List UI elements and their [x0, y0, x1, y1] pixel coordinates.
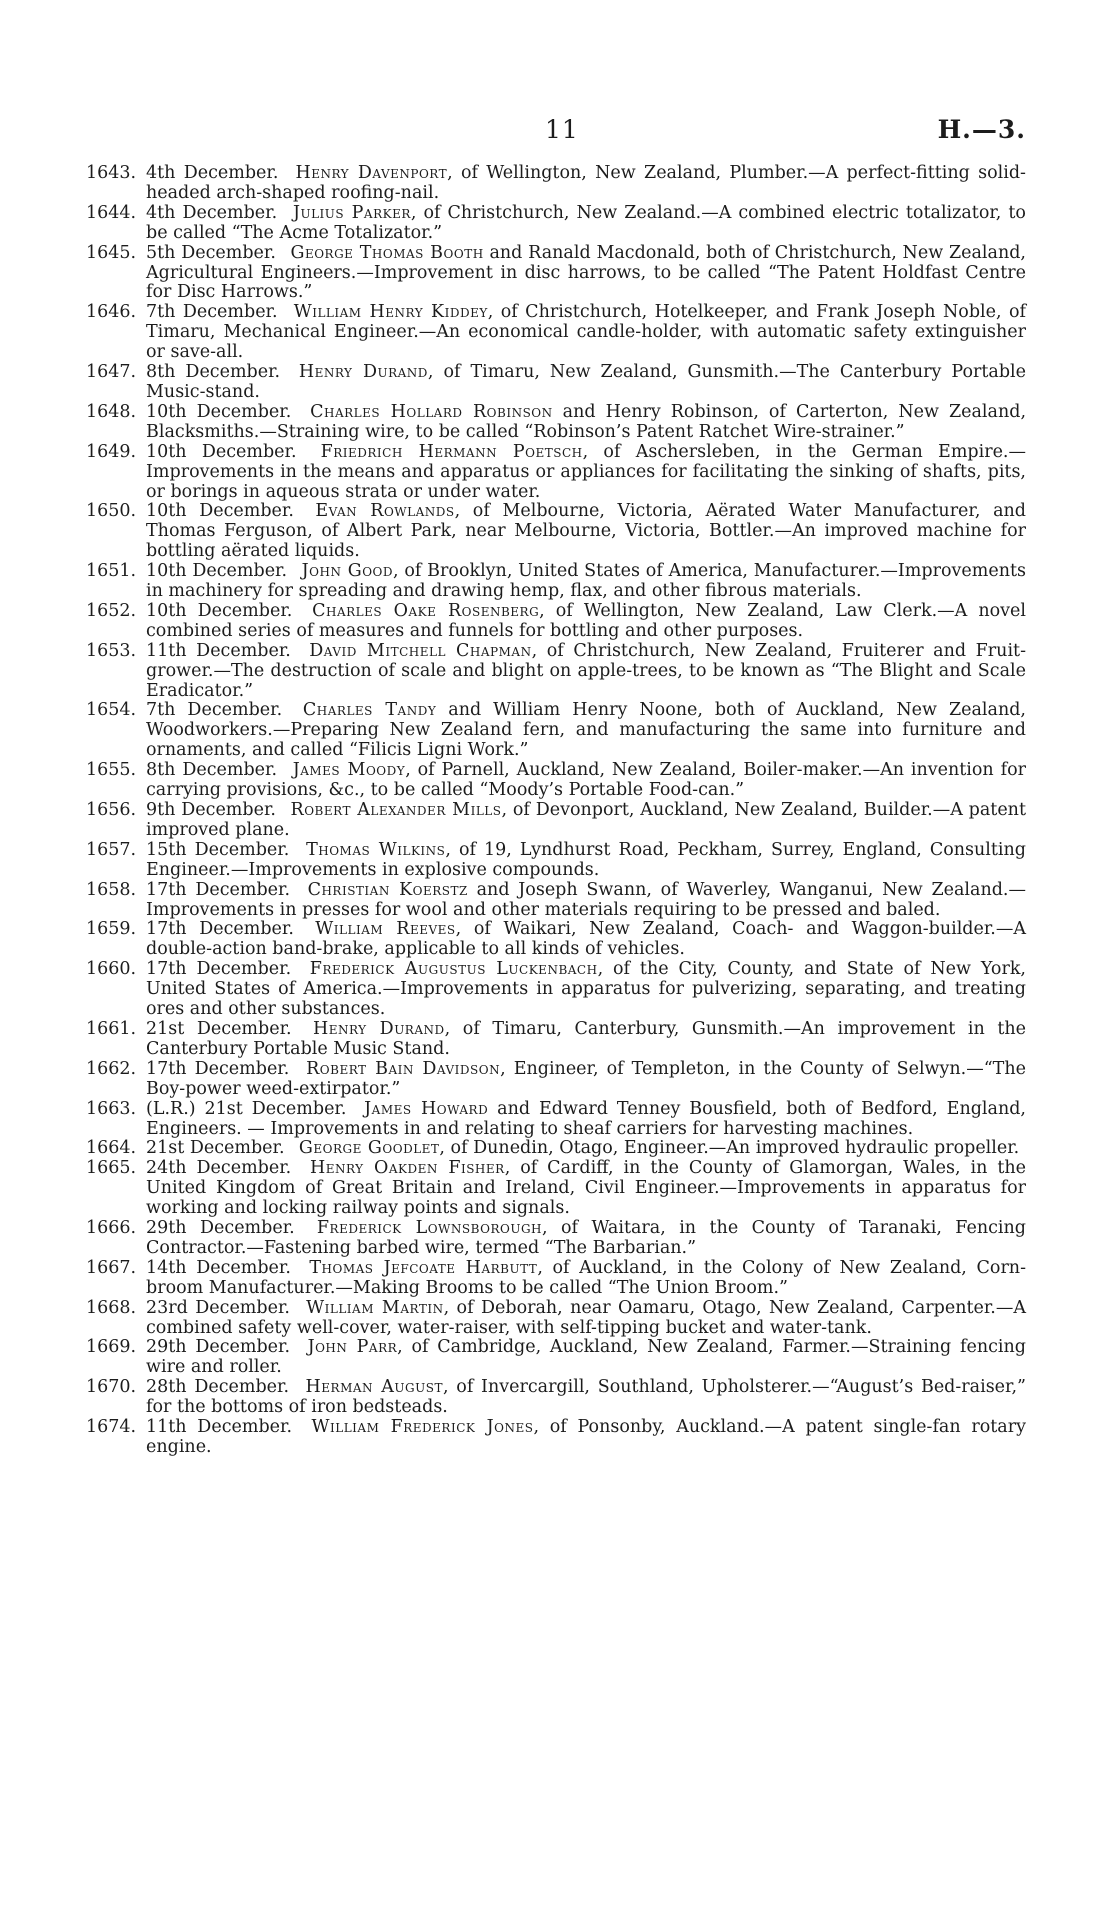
entry-date: 11th December. — [146, 640, 291, 661]
entry-text — [146, 1418, 1026, 1458]
document-reference: H.—3. — [937, 115, 1026, 144]
entry-date: 29th December. — [146, 1337, 291, 1358]
entry-number: 1666. — [86, 1218, 137, 1239]
entry-number: 1644. — [86, 202, 137, 223]
entry-number: 1648. — [86, 401, 137, 422]
entry-description: , of Melbourne, Victoria, Aërated Water Manufacturer, and Thomas Ferguson, of Albert Park, near Melbourne, Victoria, Bottler.—An improved machine for bottling aërated liquids. — [146, 501, 1026, 562]
patent-entry — [86, 204, 1026, 244]
entry-applicant: William Martin — [306, 1297, 444, 1318]
entry-applicant: Robert Bain Davidson — [306, 1058, 501, 1079]
entry-number: 1670. — [86, 1377, 137, 1398]
entry-applicant: Frederick Lownsborough — [316, 1218, 543, 1239]
page-number: 11 — [545, 115, 579, 144]
patent-entry — [86, 920, 1026, 960]
entry-number: 1669. — [86, 1337, 137, 1358]
entry-date: (L.R.) 21st December. — [146, 1098, 347, 1119]
entry-applicant: Thomas Wilkins — [306, 839, 446, 860]
patent-entry — [86, 1060, 1026, 1100]
entry-text — [146, 920, 1026, 960]
entry-description: , of Invercargill, Southland, Upholsterer.—“August’s Bed-raiser,” for the bottoms of iron bedsteads. — [146, 1377, 1026, 1418]
patent-entry — [86, 1159, 1026, 1219]
patent-entry — [86, 1139, 1026, 1159]
patent-entry — [86, 164, 1026, 204]
entry-description: and William Henry Noone, both of Auckland, New Zealand, Woodworkers.—Preparing New Zealand fern, and manufacturing the same into furniture and ornaments, and called “Filicis Ligni Work.” — [146, 700, 1026, 761]
entry-number: 1652. — [86, 600, 137, 621]
entry-date: 17th December. — [146, 1058, 290, 1079]
entry-number: 1647. — [86, 362, 137, 383]
entry-applicant: Henry Durand — [298, 362, 428, 383]
patent-entry — [86, 642, 1026, 702]
entry-description: , of Christchurch, Hotelkeeper, and Frank Joseph Noble, of Timaru, Mechanical Engineer.—An economical candle-holder, with automatic safety extinguisher or save-all. — [146, 302, 1026, 363]
entry-date: 4th December. — [146, 202, 278, 223]
entry-description: , of the City, County, and State of New York, United States of America.—Improvements in apparatus for pulverizing, separating, and treating ores and other substances. — [146, 959, 1026, 1020]
entry-date: 21st December. — [146, 1018, 292, 1039]
entry-date: 5th December. — [146, 242, 276, 263]
entry-description: , of Waitara, in the County of Taranaki, Fencing Contractor.—Fastening barbed wire, termed “The Barbarian.” — [146, 1218, 1026, 1258]
entry-number: 1674. — [86, 1417, 137, 1438]
patent-entry — [86, 244, 1026, 304]
entry-number: 1668. — [86, 1297, 137, 1318]
entry-number: 1655. — [86, 760, 137, 781]
entry-applicant: James Moody — [292, 760, 406, 781]
entry-number: 1660. — [86, 959, 137, 980]
patent-entry — [86, 1418, 1026, 1458]
patent-entry — [86, 1299, 1026, 1339]
entry-description: , of Christchurch, New Zealand, Fruiterer and Fruit-grower.—The destruction of scale and blight on apple-trees, to be known as “The Blight and Scale Eradicator.” — [146, 640, 1026, 701]
entry-text — [146, 363, 1026, 403]
entry-date: 17th December. — [146, 879, 291, 900]
entry-applicant: Herman August — [305, 1377, 443, 1398]
patent-entry — [86, 881, 1026, 921]
entry-description: , of Timaru, Canterbury, Gunsmith.—An improvement in the Canterbury Portable Music Stand. — [146, 1018, 1027, 1059]
entry-date: 4th December. — [146, 163, 279, 183]
entry-number: 1657. — [86, 839, 137, 860]
entry-text — [146, 1100, 1026, 1140]
patent-entry — [86, 1259, 1026, 1299]
entry-text — [146, 562, 1026, 602]
entry-text — [146, 1259, 1026, 1299]
entry-description: , of 19, Lyndhurst Road, Peckham, Surrey, England, Consulting Engineer.—Improvements in explosive compounds. — [146, 839, 1026, 880]
entry-applicant: Henry Oakden Fisher — [309, 1158, 505, 1179]
entry-date: 17th December. — [146, 959, 292, 980]
patent-entry — [86, 960, 1026, 1020]
entry-text — [146, 244, 1026, 304]
entry-applicant: Henry Durand — [312, 1018, 445, 1039]
patent-entry — [86, 443, 1026, 503]
entry-description: , of Ponsonby, Auckland.—A patent single-fan rotary engine. — [146, 1417, 1026, 1457]
entry-applicant: Christian Koerstz — [307, 879, 468, 900]
entry-date: 29th December. — [146, 1218, 295, 1239]
entry-description: , of Wellington, New Zealand, Law Clerk.—A novel combined series of measures and funnels for bottling and other purposes. — [146, 600, 1026, 641]
entry-text — [146, 443, 1026, 503]
entry-number: 1667. — [86, 1257, 137, 1278]
entry-number: 1661. — [86, 1018, 137, 1039]
entry-date: 10th December. — [146, 401, 292, 422]
entry-applicant: David Mitchell Chapman — [309, 640, 532, 661]
entry-date: 17th December. — [146, 919, 294, 940]
entry-applicant: Henry Davenport — [295, 163, 448, 183]
entry-text — [146, 761, 1026, 801]
entry-date: 7th December. — [146, 302, 278, 323]
entry-applicant: Friedrich Hermann Poetsch — [320, 441, 583, 462]
entry-text — [146, 1338, 1026, 1378]
entry-text — [146, 403, 1026, 443]
entry-text — [146, 1060, 1026, 1100]
entry-text — [146, 801, 1026, 841]
entry-description: , of Auckland, in the Colony of New Zealand, Corn-broom Manufacturer.—Making Brooms to be called “The Union Broom.” — [146, 1257, 1026, 1298]
entry-applicant: William Reeves — [315, 919, 456, 940]
entry-applicant: Robert Alexander Mills — [290, 800, 502, 820]
entry-date: 7th December. — [146, 700, 283, 721]
entry-number: 1662. — [86, 1058, 137, 1079]
entry-text — [146, 303, 1026, 363]
entry-number: 1665. — [86, 1158, 137, 1179]
entry-description: , of Brooklyn, United States of America, Manufacturer.—Improvements in machinery for spreading and drawing hemp, flax, and other fibrous materials. — [146, 561, 1026, 602]
entry-text — [146, 1139, 1026, 1159]
patent-entry — [86, 701, 1026, 761]
entry-number: 1664. — [86, 1138, 137, 1159]
entry-description: , of Parnell, Auckland, New Zealand, Boiler-maker.—An invention for carrying provisions, &c., to be called “Moody’s Portable Food-can.” — [146, 760, 1026, 801]
entry-number: 1645. — [86, 242, 137, 263]
entry-applicant: Frederick Augustus Luckenbach — [309, 959, 598, 980]
entry-description: and Joseph Swann, of Waverley, Wanganui, New Zealand.—Improvements in presses for wool and other materials requiring to be pressed and baled. — [146, 879, 1026, 920]
entry-date: 11th December. — [146, 1417, 293, 1438]
entry-applicant: Charles Tandy — [302, 700, 437, 721]
entry-date: 10th December. — [146, 501, 294, 522]
entry-description: , Engineer, of Templeton, in the County of Selwyn.—“The Boy-power weed-extirpator.” — [146, 1058, 1026, 1099]
page-header — [0, 115, 1114, 145]
entry-description: , of Devonport, Auckland, New Zealand, Builder.—A patent improved plane. — [146, 800, 1026, 840]
entry-number: 1643. — [86, 163, 137, 183]
entry-number: 1651. — [86, 561, 137, 582]
entry-description: , of Christchurch, New Zealand.—A combined electric totalizator, to be called “The Acme Totalizator.” — [146, 202, 1026, 243]
entry-text — [146, 502, 1026, 562]
entry-date: 9th December. — [146, 800, 276, 820]
entry-date: 10th December. — [146, 441, 297, 462]
entry-applicant: Charles Oake Rosenberg — [312, 600, 540, 621]
entry-description: , of Wellington, New Zealand, Plumber.—A perfect-fitting solid-headed arch-shaped roofing-nail. — [146, 163, 1026, 203]
patent-entry — [86, 303, 1026, 363]
entry-text — [146, 881, 1026, 921]
patent-entry — [86, 801, 1026, 841]
entry-number: 1659. — [86, 919, 137, 940]
entry-date: 28th December. — [146, 1377, 290, 1398]
entry-number: 1646. — [86, 302, 137, 323]
patent-list — [86, 164, 1026, 1458]
entry-description: and Edward Tenney Bousfield, both of Bedford, England, Engineers. — Improvements in and relating to sheaf carriers for harvesting machines. — [146, 1098, 1026, 1139]
entry-applicant: John Good — [301, 561, 394, 582]
patent-entry — [86, 562, 1026, 602]
entry-description: , of Deborah, near Oamaru, Otago, New Zealand, Carpenter.—A combined safety well-cover, water-raiser, with self-tipping bucket and water-tank. — [146, 1297, 1026, 1338]
entry-text — [146, 642, 1026, 702]
entry-date: 10th December. — [146, 600, 293, 621]
entry-date: 8th December. — [146, 760, 278, 781]
entry-text — [146, 1219, 1026, 1259]
entry-number: 1656. — [86, 800, 137, 820]
entry-applicant: George Thomas Booth — [290, 242, 484, 263]
patent-entry — [86, 841, 1026, 881]
patent-entry — [86, 602, 1026, 642]
patent-entry — [86, 1378, 1026, 1418]
patent-entry — [86, 502, 1026, 562]
entry-text — [146, 164, 1026, 204]
entry-date: 24th December. — [146, 1158, 292, 1179]
entry-text — [146, 701, 1026, 761]
entry-number: 1658. — [86, 879, 137, 900]
entry-text — [146, 1378, 1026, 1418]
entry-applicant: William Frederick Jones — [311, 1417, 534, 1438]
entry-description: , of Timaru, New Zealand, Gunsmith.—The Canterbury Portable Music-stand. — [146, 362, 1026, 402]
entry-description: and Ranald Macdonald, both of Christchurch, New Zealand, Agricultural Engineers.—Improvement in disc harrows, to be called “The Patent Holdfast Centre for Disc Harrows.” — [146, 242, 1026, 303]
entry-description: and Henry Robinson, of Carterton, New Zealand, Blacksmiths.—Straining wire, to be called “Robinson’s Patent Ratchet Wire-strainer.” — [146, 401, 1027, 442]
entry-number: 1650. — [86, 501, 137, 522]
patent-entry — [86, 403, 1026, 443]
entry-number: 1653. — [86, 640, 137, 661]
entry-number: 1663. — [86, 1098, 137, 1119]
entry-applicant: Evan Rowlands — [315, 501, 455, 522]
entry-applicant: George Goodlet — [298, 1138, 440, 1159]
patent-entry — [86, 363, 1026, 403]
entry-text — [146, 841, 1026, 881]
entry-text — [146, 960, 1026, 1020]
entry-description: , of Dunedin, Otago, Engineer.—An improved hydraulic propeller. — [439, 1138, 1020, 1159]
entry-applicant: John Parr — [307, 1337, 398, 1358]
entry-applicant: James Howard — [364, 1098, 489, 1119]
entry-description: , of Cambridge, Auckland, New Zealand, Farmer.—Straining fencing wire and roller. — [146, 1337, 1026, 1378]
entry-description: , of Aschersleben, in the German Empire.—Improvements in the means and apparatus or appliances for facilitating the sinking of shafts, pits, or borings in aqueous strata or under water. — [146, 441, 1026, 502]
entry-date: 10th December. — [146, 561, 288, 582]
entry-date: 15th December. — [146, 839, 290, 860]
entry-applicant: William Henry Kiddey — [293, 302, 488, 323]
patent-entry — [86, 1338, 1026, 1378]
entry-text — [146, 204, 1026, 244]
entry-text — [146, 1020, 1026, 1060]
entry-number: 1654. — [86, 700, 137, 721]
entry-text — [146, 1159, 1026, 1219]
patent-entry — [86, 761, 1026, 801]
patent-entry — [86, 1100, 1026, 1140]
patent-entry — [86, 1020, 1026, 1060]
patent-entry — [86, 1219, 1026, 1259]
entry-applicant: Thomas Jefcoate Harbutt — [309, 1257, 538, 1278]
entry-applicant: Charles Hollard Robinson — [310, 401, 553, 422]
entry-number: 1649. — [86, 441, 137, 462]
entry-date: 14th December. — [146, 1257, 291, 1278]
entry-description: , of Waikari, New Zealand, Coach- and Waggon-builder.—A double-action band-brake, applicable to all kinds of vehicles. — [146, 919, 1026, 960]
entry-text — [146, 602, 1026, 642]
entry-date: 23rd December. — [146, 1297, 290, 1318]
entry-date: 21st December. — [146, 1138, 285, 1159]
entry-applicant: Julius Parker — [292, 202, 411, 223]
entry-description: , of Cardiff, in the County of Glamorgan, Wales, in the United Kingdom of Great Britain and Ireland, Civil Engineer.—Improvements in apparatus for working and locking railway points and signals. — [146, 1158, 1026, 1219]
entry-date: 8th December. — [146, 362, 281, 383]
entry-text — [146, 1299, 1026, 1339]
